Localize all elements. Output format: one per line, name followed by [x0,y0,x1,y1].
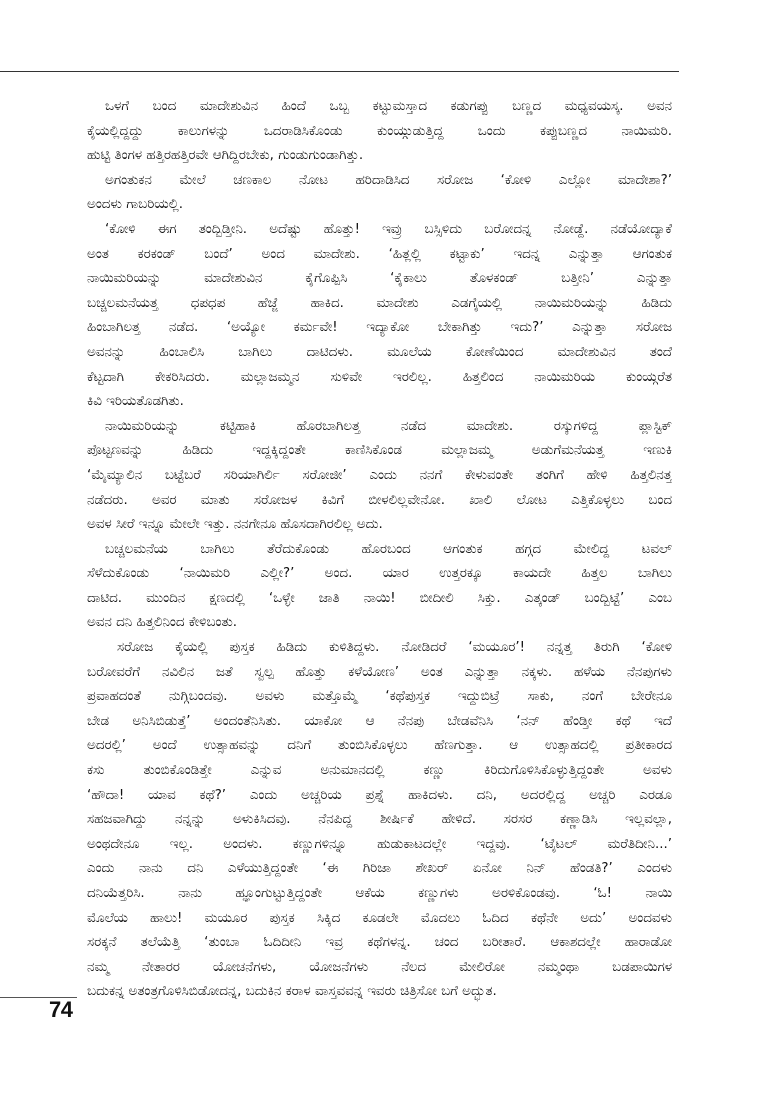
text-line: ಕೆಟ್ಟದಾಗಿ ಕೇಕರಿಸಿದರು. ಮಲ್ಲಾಜಮ್ಮನ ಸುಳಿವೇ ಇರಲಿಲ್ಲ. ಹಿತ್ತಲಿಂದ ನಾಯಿಮರಿಯ ಕುಂಯ್ಗರೆತ [87,369,672,385]
text-line: ಅವಳ ಸೀರೆ ಇನ್ನೂ ಮೇಲೇ ಇತ್ತು. ನನಗೇನೂ ಹೊಸದಾಗಿರಲಿಲ್ಲ ಅದು. [87,517,383,533]
text-line: ಬರೋವರೆಗೆ ನವಿಲಿನ ಜತೆ ಸ್ವಲ್ಪ ಹೊತ್ತು ಕಳೆಯೋಣ’ ಅಂತ ಎನ್ನುತ್ತಾ ನಕ್ಕಳು. ಹಳೆಯ ನೆನಪುಗಳು [87,664,672,680]
text-line: ಅವನನ್ನು ಹಿಂಬಾಲಿಸಿ ಬಾಗಿಲು ದಾಟಿದಳು. ಮೂಲೆಯ ಕೋಣೆಯಿಂದ ಮಾದೇಶುವಿನ ತಂದೆ [87,344,672,360]
text-line: ಪ್ರವಾಹದಂತೆ ನುಗ್ಗಿಬಂದವು. ಅವಳು ಮತ್ತೊಮ್ಮೆ ‘ಕಥೆಪುಸ್ತಕ ಇದ್ದುಬಿಟ್ರೆ ಸಾಕು, ನಂಗೆ ಬೇರೇನೂ [87,689,672,705]
text-line: ಸರಕ್ಕನೆ ತಲೆಯೆತ್ತಿ ‘ತುಂಬಾ ಓದಿದೀನಿ ಇವ್ರ ಕಥೆಗಳನ್ನ. ಚಂದ ಬರೀತಾರೆ. ಆಕಾಶದಲ್ಲೇ ಹಾರಾಡೋ [87,935,672,951]
text-line: ಅಂತ ಕರಕಂಡ್ ಬಂದೆ’ ಅಂದ ಮಾದೇಶು. ‘ಹಿತ್ಲಲ್ಲಿ ಕಟ್ಟಾಕು’ ಇದನ್ನ ಎನ್ನುತ್ತಾ ಆಗಂತುಕ [87,246,672,262]
text-line: ಸೆಳೆದುಕೊಂಡು ‘ನಾಯಿಮರಿ ಎಲ್ಲೀ?’ ಅಂದ. ಯಾರ ಉತ್ತರಕ್ಕೂ ಕಾಯದೇ ಹಿತ್ತಲ ಬಾಗಿಲು [87,566,672,582]
text-line: ಎಂದು ನಾನು ದನಿ ಎಳೆಯುತ್ತಿದ್ದಂತೇ ‘ಈ ಗಿರಿಜಾ ಶೇಖರ್ ಏನೋ ನಿನ್ ಹೆಂಡತಿ?’ ಎಂದಳು [87,861,672,877]
text-line: ಸರೋಜ ಕೈಯಲ್ಲಿ ಪುಸ್ತಕ ಹಿಡಿದು ಕುಳಿತಿದ್ದಳು. ನೋಡಿದರೆ ‘ಮಯೂರ’! ನನ್ನತ್ತ ತಿರುಗಿ ‘ಕೋಳಿ [117,640,672,656]
page-number: 74 [49,997,73,1022]
text-line: ಕೈಯಲ್ಲಿದ್ದದ್ದು ಕಾಲುಗಳನ್ನು ಒದರಾಡಿಸಿಕೊಂಡು ಕುಂಯ್ಗುಡುತ್ತಿದ್ದ ಒಂದು ಕಪ್ಪುಬಣ್ಣದ ನಾಯಿಮರಿ. [87,123,672,139]
header-rule [0,71,679,72]
text-line: ಹುಟ್ಟಿ ತಿಂಗಳ ಹತ್ತಿರಹತ್ತಿರವೇ ಆಗಿದ್ದಿರಬೇಕು, ಗುಂಡುಗುಂಡಾಗಿತ್ತು. [87,148,364,164]
text-line: ನಡೆದರು. ಅವರ ಮಾತು ಸರೋಜಳ ಕಿವಿಗೆ ಬೀಳಲಿಲ್ಲವೇನೋ. ಖಾಲಿ ಲೋಟ ಎತ್ತಿಕೊಳ್ಳಲು ಬಂದ [87,492,672,508]
text-line: ಮೊಲೆಯ ಹಾಲು! ಮಯೂರ ಪುಸ್ತಕ ಸಿಕ್ಕಿದ ಕೂಡಲೇ ಮೊದಲು ಓದಿದ ಕಥೆನೇ ಅದು’ ಅಂದವಳು [87,910,672,926]
text-line: ‘ಕೋಳಿ ಈಗ ತಂದ್ಬಿಡ್ತೀನಿ. ಅದೆಷ್ಟು ಹೊತ್ತು! ಇವ್ರು ಬಸ್ಸಿಳಿದು ಬರೋದನ್ನ ನೋಡ್ದೆ. ನಡೆಯೋದ್ಯಾಕೆ [105,221,672,237]
text-line: ಬಚ್ಚಲಮನೆಯತ್ತ ಧಪಧಪ ಹೆಜ್ಜೆ ಹಾಕಿದ. ಮಾದೇಶು ಎಡಗೈಯಲ್ಲಿ ನಾಯಿಮರಿಯನ್ನು ಹಿಡಿದು [87,295,672,311]
text-line: ಒಳಗೆ ಬಂದ ಮಾದೇಶುವಿನ ಹಿಂದೆ ಒಬ್ಬ ಕಟ್ಟುಮಸ್ತಾದ ಕಡುಗಪ್ಪು ಬಣ್ಣದ ಮಧ್ಯವಯಸ್ಕ. ಅವನ [105,99,672,114]
text-line: ಸಹಜವಾಗಿದ್ದು ನನ್ನನ್ನು ಅಳುಕಿಸಿದವು. ನೆನಪಿದ್ದ ಶೀರ್ಷಿಕೆ ಹೇಳಿದೆ. ಸರಸರ ಕಣ್ಣಾಡಿಸಿ ಇಲ್ಲವಲ್ಲಾ, [87,812,672,828]
text-line: ಅದರಲ್ಲಿ’ ಅಂದೆ ಉತ್ಸಾಹವನ್ನು ದನಿಗೆ ತುಂಬಿಸಿಕೊಳ್ಳಲು ಹೆಣಗುತ್ತಾ. ಆ ಉತ್ಸಾಹದಲ್ಲಿ ಪ್ರತೀಕಾರದ [87,738,672,754]
text-line: ದನಿಯೆತ್ತರಿಸಿ. ನಾನು ಹ್ಞೂಂಗುಟ್ಟುತ್ತಿದ್ದಂತೇ ಆಕೆಯ ಕಣ್ಣುಗಳು ಅರಳಿಕೊಂಡವು. ‘ಓ! ನಾಯಿ [87,886,672,901]
text-line: ನಮ್ಮ ನೇತಾರರ ಯೋಚನೆಗಳು, ಯೋಜನೆಗಳು ನೆಲದ ಮೇಲಿರೋ ನಮ್ಮಂಥಾ ಬಡಪಾಯಿಗಳ [87,959,672,975]
text-line: ಬಚ್ಚಲಮನೆಯ ಬಾಗಿಲು ತೆರೆದುಕೊಂಡು ಹೊರಬಂದ ಆಗಂತುಕ ಹಗ್ಗದ ಮೇಲಿದ್ದ ಟವಲ್ [105,541,672,557]
text-line: ಅಂದಳು ಗಾಬರಿಯಲ್ಲಿ. [87,197,184,213]
body-text [87,95,672,1005]
text-line: ಅಗಂತುಕನ ಮೇಲೆ ಚಣಕಾಲ ನೋಟ ಹರಿದಾಡಿಸಿದ ಸರೋಜ ‘ಕೋಳಿ ಎಲ್ಲೋ ಮಾದೇಶಾ?’ [105,172,672,188]
text-line: ಅವನ ದನಿ ಹಿತ್ತಲಿನಿಂದ ಕೇಳಿಬಂತು. [87,615,238,631]
text-line: ಬೇಡ ಅನಿಸಿಬಿಡುತ್ತೆ’ ಅಂದಂತೆನಿಸಿತು. ಯಾಕೋ ಆ ನೆನಪು ಬೇಡವೆನಿಸಿ ‘ನನ್ ಹೆಂಡ್ತೀ ಕಥೆ ಇದೆ [87,713,672,729]
text-line: ‘ಮೈಮ್ಯಾಲಿನ ಬಟ್ಟೆಬರೆ ಸರಿಯಾಗಿರ್ಲಿ ಸರೋಜೀ’ ಎಂದು ನನಗೆ ಕೇಳುವಂತೇ ತಂಗಿಗೆ ಹೇಳಿ ಹಿತ್ತಲಿನತ್ತ [87,467,672,483]
text-line: ಪೊಟ್ಟಣವನ್ನು ಹಿಡಿದು ಇದ್ದಕ್ಕಿದ್ದಂತೇ ಕಾಣಿಸಿಕೊಂಡ ಮಲ್ಲಾಜಮ್ಮ ಅಡುಗೆಮನೆಯತ್ತ ಇಣುಕಿ [87,443,672,459]
text-line: ನಾಯಿಮರಿಯನ್ನು ಮಾದೇಶುವಿನ ಕೈಗೊಪ್ಪಿಸಿ ‘ಕೈಕಾಲು ತೊಳಕಂಡ್ ಬತ್ತೀನಿ’ ಎನ್ನುತ್ತಾ [87,271,672,287]
text-line: ಕಸು ತುಂಬಿಕೊಂಡಿತ್ತೇ ಎನ್ನುವ ಅನುಮಾನದಲ್ಲಿ ಕಣ್ಣು ಕಿರಿದುಗೊಳಿಸಿಕೊಳ್ಳುತ್ತಿದ್ದಂತೇ ಅವಳು [87,763,672,779]
text-line: ಹಿಂಬಾಗಿಲತ್ತ ನಡೆದ. ‘ಅಯ್ಯೋ ಕರ್ಮವೇ! ಇದ್ಯಾಕೋ ಬೇಕಾಗಿತ್ತು ಇದು?’ ಎನ್ನುತ್ತಾ ಸರೋಜ [87,320,672,336]
text-line: ದಾಟಿದ. ಮುಂದಿನ ಕ್ಷಣದಲ್ಲಿ ‘ಒಳ್ಳೇ ಜಾತಿ ನಾಯಿ! ಬೀದೀಲಿ ಸಿಕ್ತು. ಎತ್ಕಂಡ್ ಬಂದ್ಬಿಟ್ಟೆ’ ಎಂಬ [87,590,672,606]
text-line: ನಾಯಿಮರಿಯನ್ನು ಕಟ್ಟಿಹಾಕಿ ಹೊರಬಾಗಿಲತ್ತ ನಡೆದ ಮಾದೇಶು. ರಸ್ಕುಗಳಿದ್ದ ಪ್ಲಾಸ್ಟಿಕ್ [105,418,672,434]
text-line: ಅಂಥದೇನೂ ಇಲ್ಲ. ಅಂದಳು. ಕಣ್ಣುಗಳಿನ್ನೂ ಹುಡುಕಾಟದಲ್ಲೇ ಇದ್ದವು. ‘ಟೈಟಲ್ ಮರೆತಿದೀನಿ...’ [87,836,672,852]
text-line: ‘ಹೌದಾ! ಯಾವ ಕಥೆ?’ ಎಂದು ಅಚ್ಚರಿಯ ಪ್ರಶ್ನೆ ಹಾಕಿದಳು. ದನಿ, ಅದರಲ್ಲಿದ್ದ ಅಚ್ಚರಿ ಎರಡೂ [87,787,672,803]
text-line: ಕಿವಿ ಇರಿಯತೊಡಗಿತು. [87,394,184,410]
text-line: ಬದುಕನ್ನ ಅತಂತ್ರಗೊಳಿಸಿಬಿಡೋದನ್ನ, ಬದುಕಿನ ಕರಾಳ ವಾಸ್ತವವನ್ನ ಇವರು ಚಿತ್ರಿಸೋ ಬಗೆ ಅದ್ಭುತ. [87,984,497,1000]
